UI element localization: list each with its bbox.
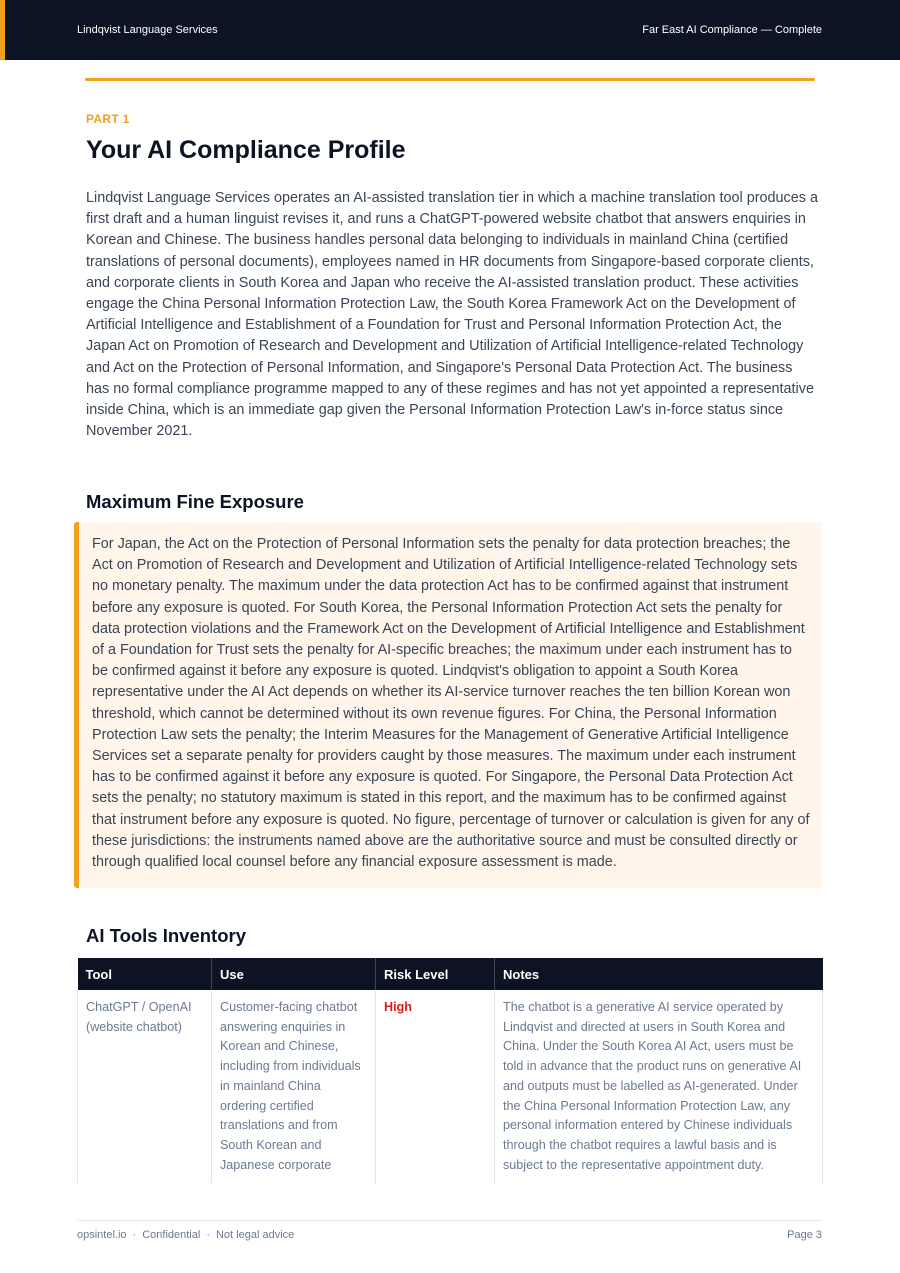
footer-disclaimer: Not legal advice: [215, 1229, 295, 1241]
column-header-tool: Tool: [78, 958, 212, 990]
intro-paragraph: Lindqvist Language Services operates an AI-assisted translation tier in which a machine translation tool produces a first draft and a human linguist revises it, and runs a ChatGPT-powered website chatbot that answers enquiries in Korean and Chinese. The business handles personal data belonging to individuals in mainland China (certified translations of personal documents), employees named in HR documents from Singapore-based corporate clients, and corporate clients in South Korea and Japan who receive the AI-assisted translation product. These activities engage the China Personal Information Protection Law, the South Korea Framework Act on the Development of Artificial Intelligence and Establishment of a Foundation for Trust and Personal Information Protection Act, the Japan Act on Promotion of Research and Development and Utilization of Artificial Intelligence-related Technology and Act on the Protection of Personal Information, and Singapore's Personal Data Protection Act. The business has no formal compliance programme mapped to any of these regimes and has not yet appointed a representative inside China, which is an immediate gap given the Personal Information Protection Law's in-force status since November 2021.: [86, 190, 818, 440]
fine-exposure-text: For Japan, the Act on the Protection of Personal Information sets the penalty for data protection breaches; the Act on Promotion of Research and Development and Utilization of Artificial Intelligence-related Technology sets no monetary penalty. The maximum under the data protection Act has to be confirmed against that instrument before any exposure is quoted. For South Korea, the Personal Information Protection Act sets the penalty for data protection violations and the Framework Act on the Development of Artificial Intelligence and Establishment of a Foundation for Trust sets the penalty for AI-specific breaches; the maximum under each instrument has to be confirmed against it before any exposure is quoted. Lindqvist's obligation to appoint a South Korea representative under the AI Act depends on whether its AI-service turnover reaches the ten billion Korean won threshold, which cannot be determined without its own revenue figures. For China, the Personal Information Protection Law sets the penalty; the Interim Measures for the Management of Generative Artificial Intelligence Services set a separate penalty for providers caught by those measures. The maximum under each instrument has to be confirmed against it before any exposure is quoted. For Singapore, the Personal Data Protection Act sets the penalty; no statutory maximum is stated in this report, and the maximum has to be confirmed against that instrument before any exposure is quoted. No figure, percentage of turnover or calculation is given for any of these jurisdictions: the instruments named above are the authoritative source and must be consulted directly or through qualified local counsel before any financial exposure assessment is made.: [92, 536, 810, 871]
accent-divider: [85, 78, 815, 81]
table-header-row: [78, 958, 823, 990]
part-label: PART 1: [86, 112, 130, 126]
footer-divider: [77, 1220, 822, 1221]
footer-site: opsintel.io: [77, 1229, 127, 1241]
footer-info: [77, 1229, 294, 1241]
inventory-table: [77, 958, 823, 1185]
column-header-risk-level: Risk Level: [376, 958, 495, 990]
page-number: Page 3: [787, 1229, 822, 1241]
inventory-heading: AI Tools Inventory: [86, 925, 247, 946]
cell-tool: ChatGPT / OpenAI (website chatbot): [78, 990, 212, 1185]
footer-confidential: Confidential: [142, 1229, 201, 1241]
table-row: [78, 990, 823, 1185]
document-title: Far East AI Compliance — Complete: [642, 24, 822, 36]
cell-notes: The chatbot is a generative AI service operated by Lindqvist and directed at users in South Korea and China. Under the South Korea AI Act, users must be told in advance that the product runs on generative AI and outputs must be labelled as AI-generated. Under the China Personal Information Protection Law, any personal information entered by Chinese individuals through the chatbot requires a lawful basis and is subject to the representative appointment duty.: [495, 990, 823, 1185]
column-header-use: Use: [212, 958, 376, 990]
footer-separator: ·: [132, 1229, 137, 1241]
cell-risk-level: High: [376, 990, 495, 1185]
brand-name: Lindqvist Language Services: [77, 24, 218, 36]
cell-use: Customer-facing chatbot answering enquiries in Korean and Chinese, including from individuals in mainland China ordering certified translations and from South Korean and Japanese corporate: [212, 990, 376, 1185]
fine-exposure-heading: Maximum Fine Exposure: [86, 491, 304, 512]
footer-separator: ·: [206, 1229, 210, 1241]
page-break-mask: [77, 1183, 823, 1187]
fine-exposure-callout: [74, 522, 822, 888]
column-header-notes: Notes: [495, 958, 823, 990]
page-title: Your AI Compliance Profile: [86, 136, 406, 164]
top-header-bar: [0, 0, 900, 60]
